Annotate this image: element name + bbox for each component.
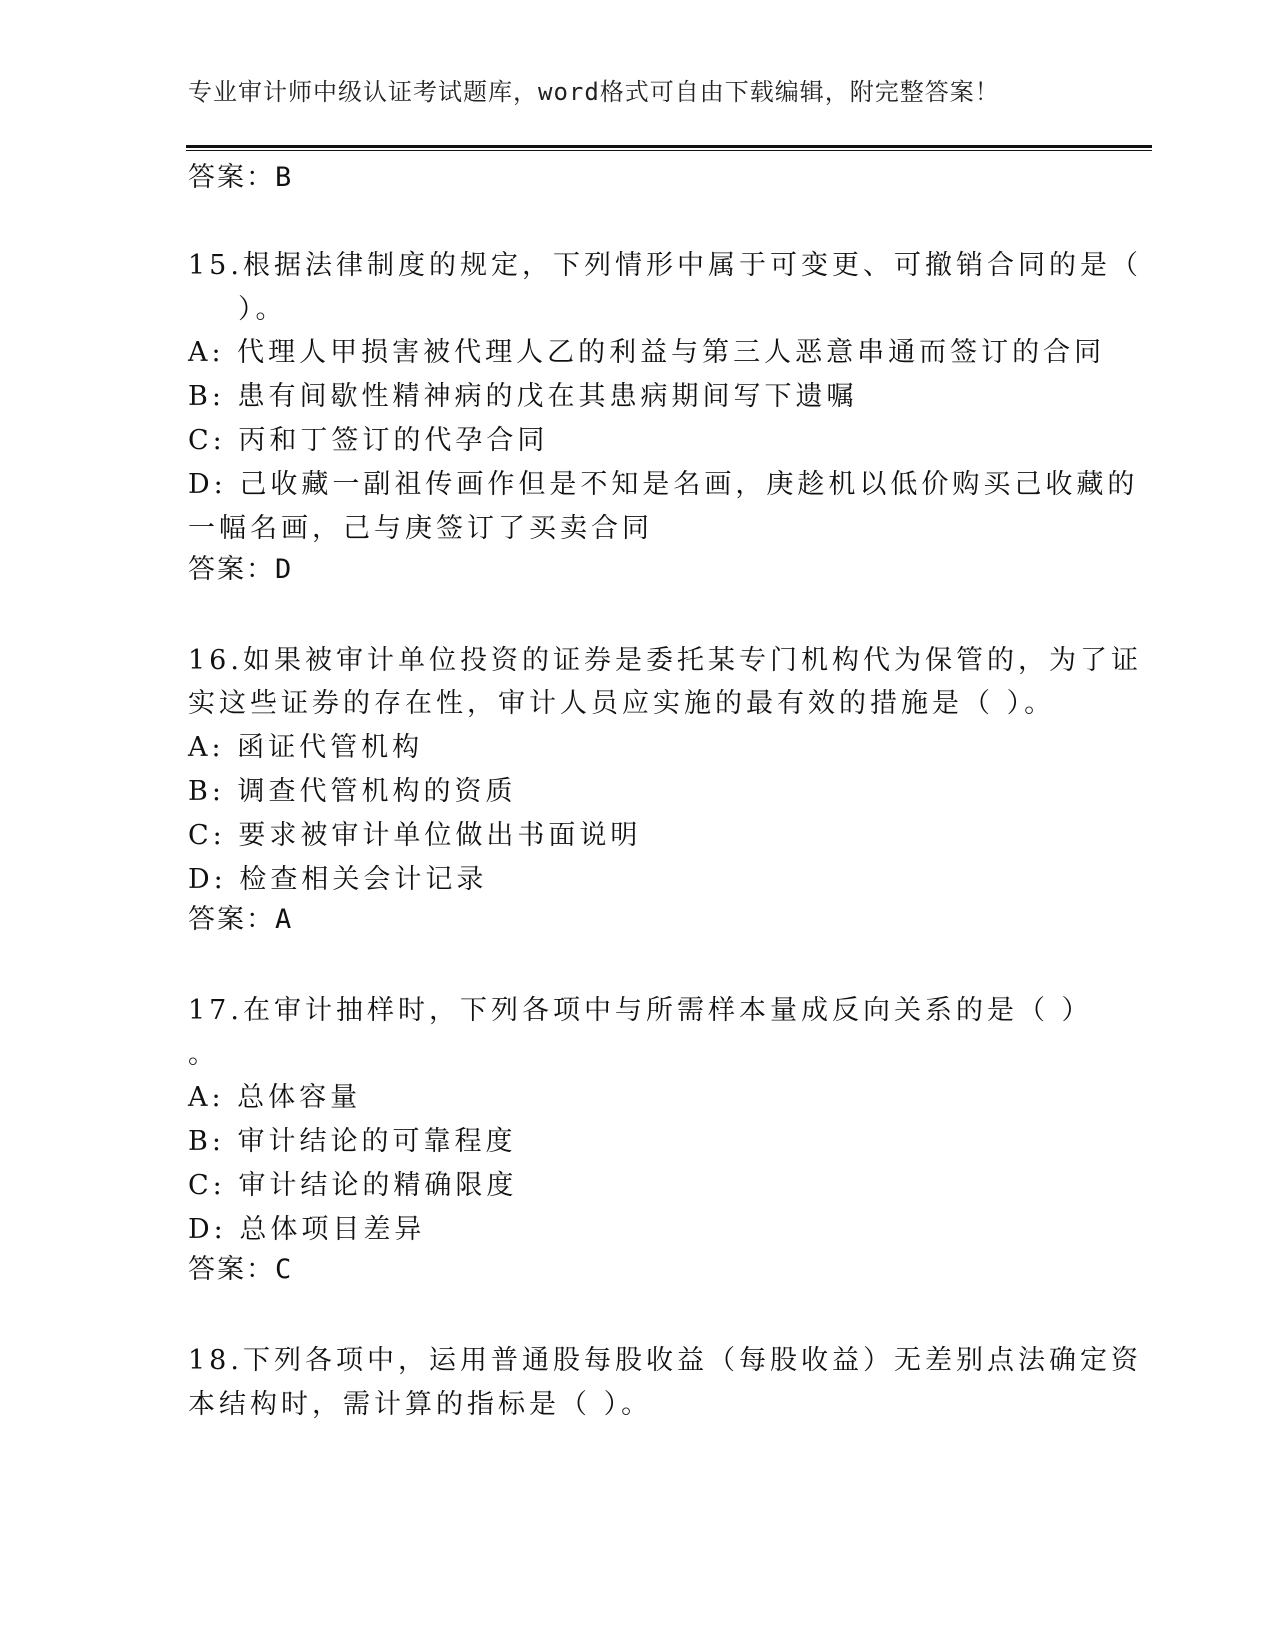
q17-option-d: D: 总体项目差异 [188,1214,426,1245]
answer-value: D [275,554,294,585]
q16-option-b: B: 调查代管机构的资质 [188,776,517,807]
q17-option-a: A: 总体容量 [188,1082,362,1113]
answer-label: 答案： [188,904,275,935]
header-rule-thin [186,150,1152,151]
answer-label: 答案： [188,162,275,193]
header-rule-thick [186,145,1152,148]
answer-label: 答案： [188,1254,275,1285]
q15-stem-line1: 15.根据法律制度的规定，下列情形中属于可变更、可撤销合同的是（ [188,250,1142,281]
q17-option-c: C: 审计结论的精确限度 [188,1170,518,1201]
q15-option-a: A: 代理人甲损害被代理人乙的利益与第三人恶意串通而签订的合同 [188,337,1106,368]
q15-option-d-line2: 一幅名画，己与庚签订了买卖合同 [188,513,653,544]
answer-value: B [275,162,294,193]
answer-prev [188,155,293,194]
q15-option-b: B: 患有间歇性精神病的戊在其患病期间写下遗嘱 [188,381,858,412]
answer-q15 [188,547,293,586]
page-header: 专业审计师中级认证考试题库，word格式可自由下载编辑，附完整答案！ [188,78,1000,106]
q16-stem-line1: 16.如果被审计单位投资的证券是委托某专门机构代为保管的，为了证 [188,645,1142,676]
q18-stem-line1: 18.下列各项中，运用普通股每股收益（每股收益）无差别点法确定资 [188,1345,1142,1376]
answer-value: A [275,904,294,935]
q17-stem-line1: 17.在审计抽样时，下列各项中与所需样本量成反向关系的是（ ） [188,995,1093,1026]
q16-option-a: A: 函证代管机构 [188,732,424,763]
q16-option-d: D: 检查相关会计记录 [188,864,488,895]
q16-stem-line2: 实这些证券的存在性，审计人员应实施的最有效的措施是（ ）。 [188,688,1056,719]
q15-option-d-line1: D: 己收藏一副祖传画作但是不知是名画，庚趁机以低价购买己收藏的 [188,469,1139,500]
q18-stem-line2: 本结构时，需计算的指标是（ ）。 [188,1389,653,1420]
q17-option-b: B: 审计结论的可靠程度 [188,1126,517,1157]
answer-q16 [188,897,293,936]
answer-q17 [188,1247,293,1286]
q17-stem-line2: 。 [188,1039,219,1070]
answer-value: C [275,1254,294,1285]
q15-stem-line2: ）。 [238,294,287,325]
q16-option-c: C: 要求被审计单位做出书面说明 [188,820,642,851]
answer-label: 答案： [188,554,275,585]
q15-option-c: C: 丙和丁签订的代孕合同 [188,425,549,456]
